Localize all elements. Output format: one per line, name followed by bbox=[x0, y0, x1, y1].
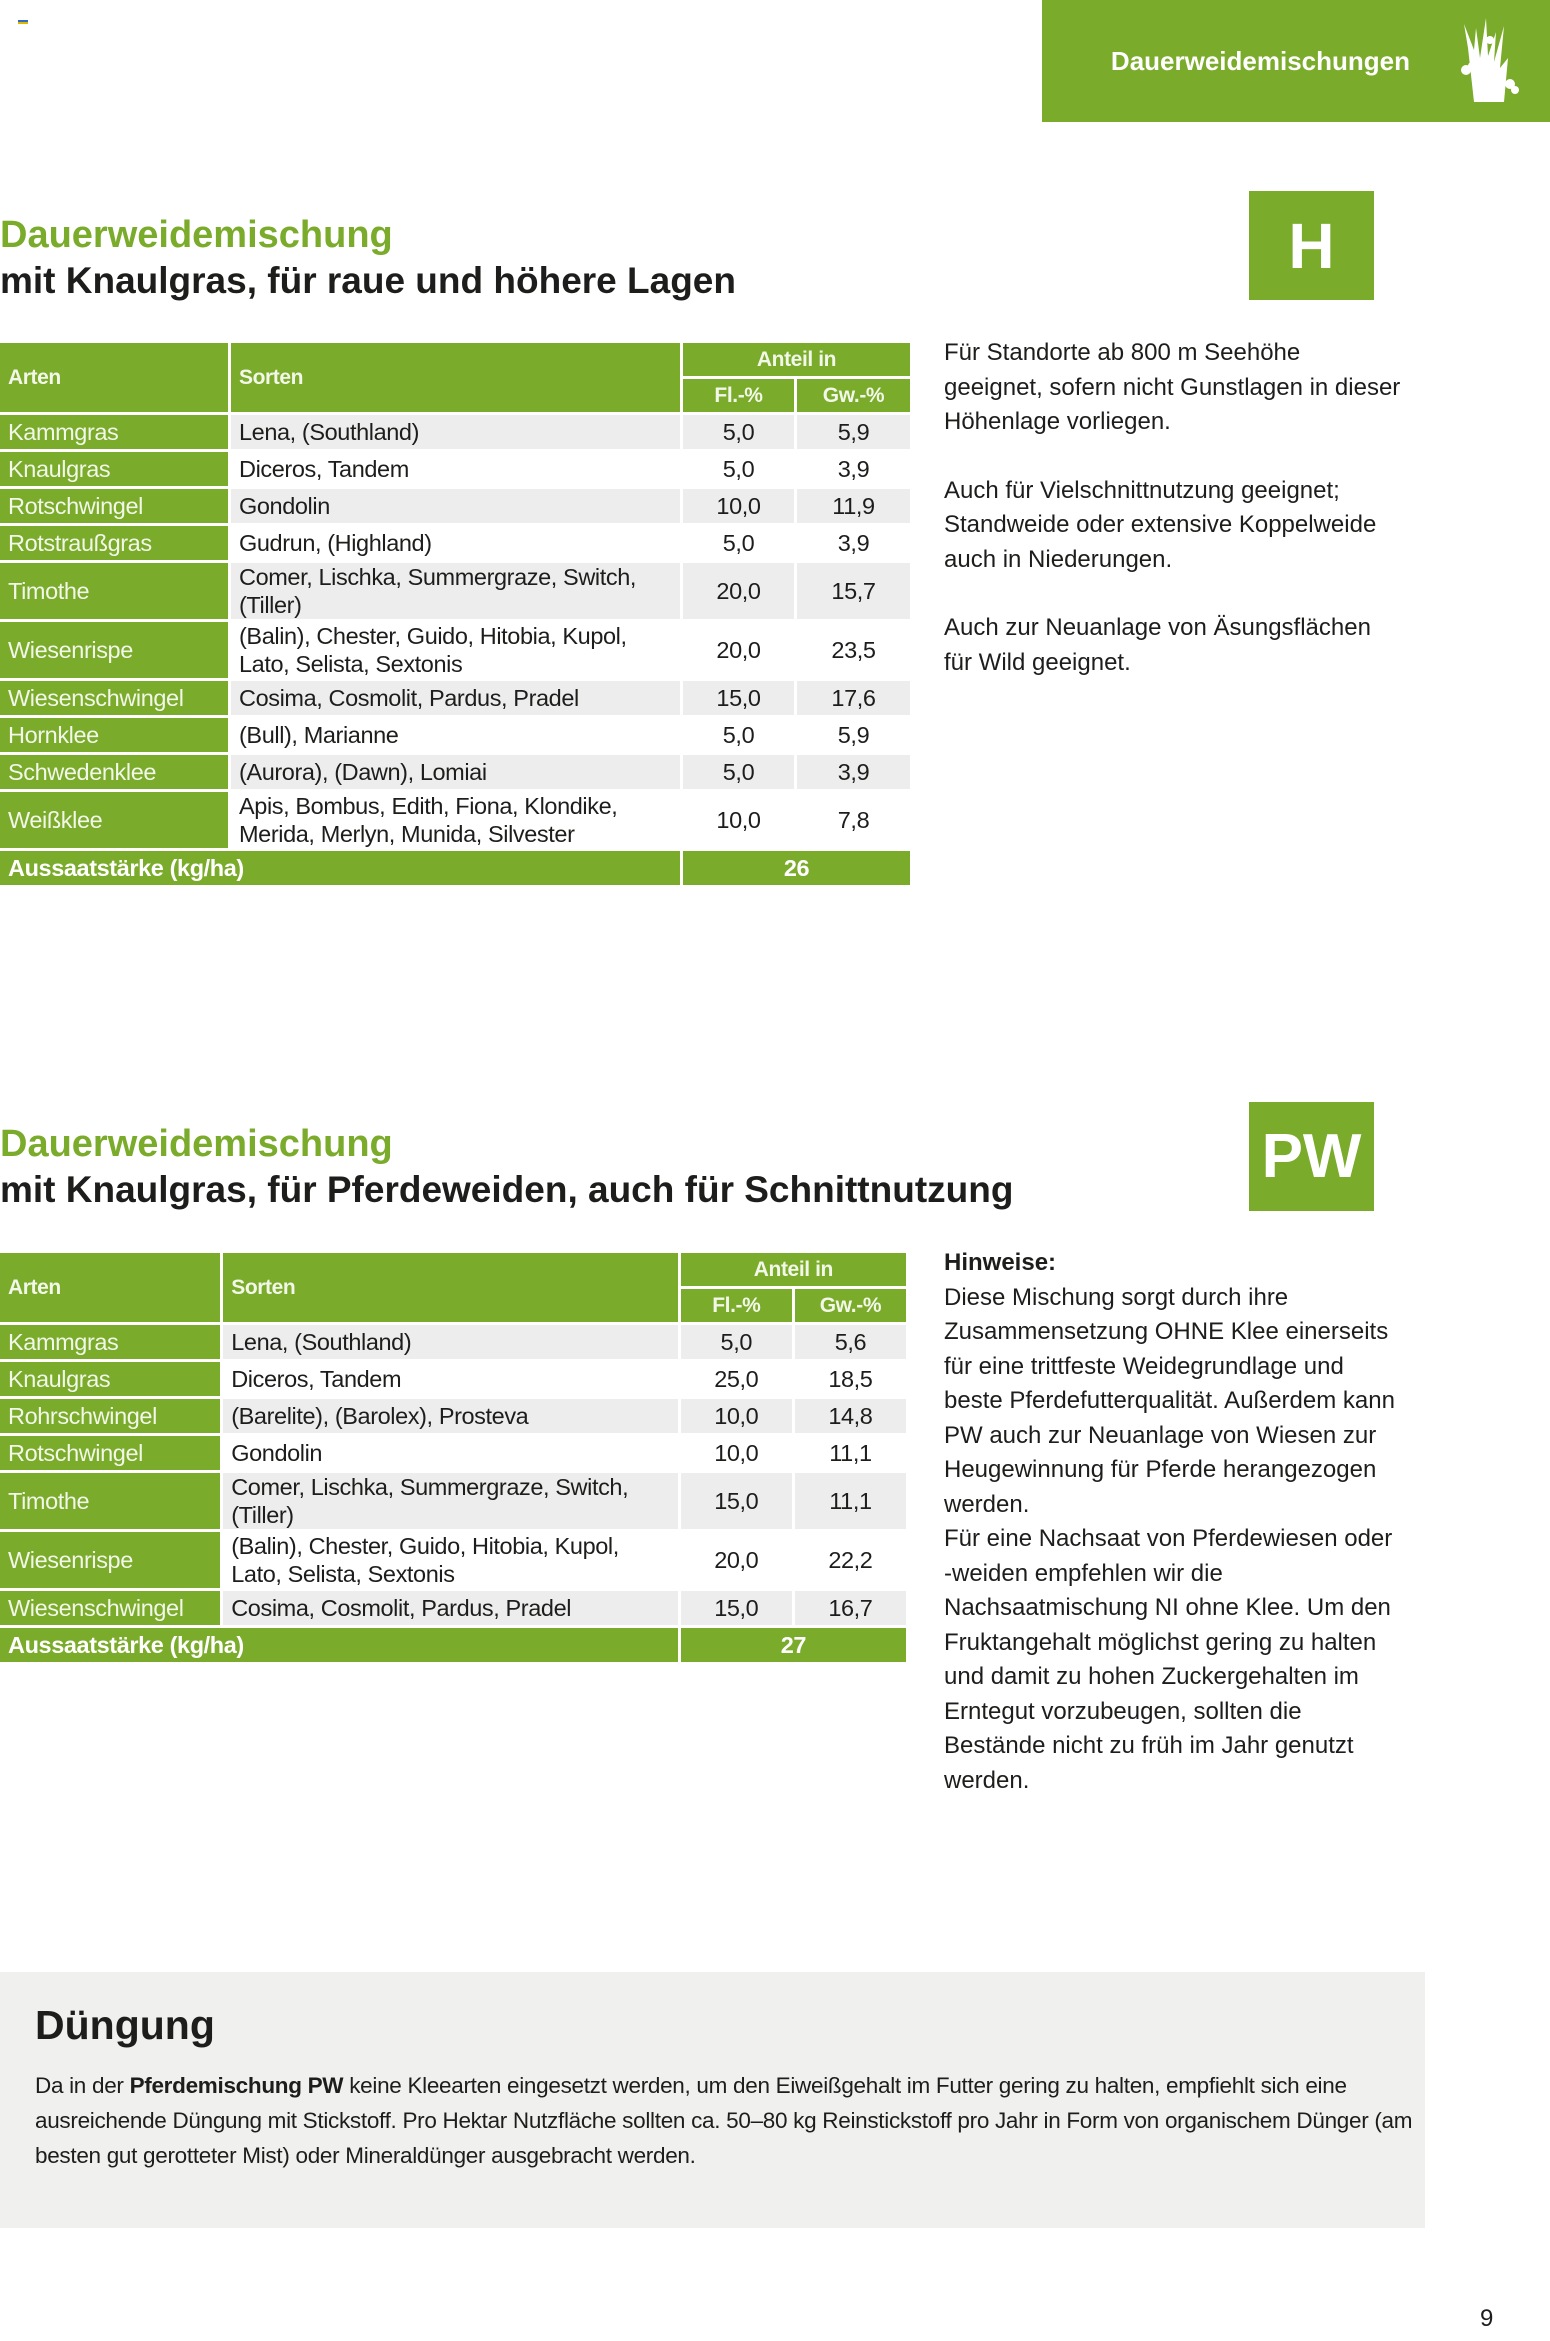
varieties-cell: Gondolin bbox=[231, 489, 680, 523]
species-cell: Timothe bbox=[0, 563, 228, 619]
total-row bbox=[0, 851, 910, 885]
title-line1: Dauerweidemischung bbox=[0, 1123, 393, 1165]
varieties-cell: (Barelite), (Barolex), Prosteva bbox=[223, 1399, 678, 1433]
species-cell: Schwedenklee bbox=[0, 755, 228, 789]
gw-percent-cell: 23,5 bbox=[797, 622, 910, 678]
table-row bbox=[0, 1532, 906, 1588]
column-header-fl: Fl.-% bbox=[683, 379, 794, 412]
table-row bbox=[0, 1436, 906, 1470]
gw-percent-cell: 3,9 bbox=[797, 526, 910, 560]
species-cell: Rotschwingel bbox=[0, 489, 228, 523]
duengung-box bbox=[0, 1972, 1425, 2228]
varieties-cell: Diceros, Tandem bbox=[223, 1362, 678, 1396]
varieties-cell: Cosima, Cosmolit, Pardus, Pradel bbox=[231, 681, 680, 715]
species-cell: Wiesenschwingel bbox=[0, 681, 228, 715]
varieties-cell: Gudrun, (Highland) bbox=[231, 526, 680, 560]
table-row bbox=[0, 1362, 906, 1396]
gw-percent-cell: 7,8 bbox=[797, 792, 910, 848]
species-cell: Wiesenschwingel bbox=[0, 1591, 220, 1625]
duengung-title: Düngung bbox=[35, 2002, 215, 2048]
fl-percent-cell: 5,0 bbox=[683, 718, 794, 752]
table-row bbox=[0, 1325, 906, 1359]
column-header-anteil: Anteil in bbox=[683, 343, 910, 376]
hints-title: Hinweise: bbox=[944, 1249, 1057, 1276]
varieties-cell: Comer, Lischka, Summergraze, Switch, (Tiller) bbox=[231, 563, 680, 619]
title-line2: mit Knaulgras, für Pferdeweiden, auch für Schnittnutzung bbox=[0, 1169, 1014, 1210]
species-cell: Rohrschwingel bbox=[0, 1399, 220, 1433]
species-cell: Knaulgras bbox=[0, 452, 228, 486]
fl-percent-cell: 5,0 bbox=[683, 755, 794, 789]
varieties-cell: Gondolin bbox=[223, 1436, 678, 1470]
fl-percent-cell: 25,0 bbox=[681, 1362, 792, 1396]
grass-clover-icon bbox=[1460, 18, 1520, 104]
note: Auch für Vielschnittnutzung geeignet; Standweide oder extensive Koppelweide auch in Niederungen. bbox=[944, 476, 1377, 573]
section-banner bbox=[1042, 0, 1550, 122]
table-row bbox=[0, 792, 910, 848]
species-cell: Rotstraußgras bbox=[0, 526, 228, 560]
gw-percent-cell: 5,6 bbox=[795, 1325, 906, 1359]
varieties-cell: (Balin), Chester, Guido, Hitobia, Kupol, Lato, Selista, Sextonis bbox=[231, 622, 680, 678]
mix-pw-hints bbox=[944, 1246, 1404, 1798]
column-header-arten: Arten bbox=[0, 1253, 220, 1322]
table-row bbox=[0, 415, 910, 449]
varieties-cell: (Bull), Marianne bbox=[231, 718, 680, 752]
column-header-sorten: Sorten bbox=[223, 1253, 678, 1322]
fl-percent-cell: 15,0 bbox=[683, 681, 794, 715]
gw-percent-cell: 16,7 bbox=[795, 1591, 906, 1625]
species-cell: Hornklee bbox=[0, 718, 228, 752]
column-header-anteil: Anteil in bbox=[681, 1253, 906, 1286]
table-row bbox=[0, 489, 910, 523]
table-row bbox=[0, 1591, 906, 1625]
gw-percent-cell: 15,7 bbox=[797, 563, 910, 619]
gw-percent-cell: 18,5 bbox=[795, 1362, 906, 1396]
varieties-cell: (Aurora), (Dawn), Lomiai bbox=[231, 755, 680, 789]
note: Auch zur Neuanlage von Äsungsflächen für Wild geeignet. bbox=[944, 614, 1371, 676]
mix-pw-table bbox=[0, 1250, 909, 1665]
seeding-rate-value: 26 bbox=[683, 851, 910, 885]
table-row bbox=[0, 1399, 906, 1433]
gw-percent-cell: 3,9 bbox=[797, 755, 910, 789]
text-part: keine Kleearten eingesetzt werden, um den Eiweißgehalt im Futter gering zu halten, empfiehlt sich eine ausreichende Düngung mit Stickstoff. Pro Hektar Nutzfläche sollten ca. 50–80 kg Reinstickstoff pro Jahr in Form von organischem Dünger (am besten gut gerotteter Mist) oder Mineraldünger ausgebracht werden. bbox=[35, 2073, 1413, 2168]
fl-percent-cell: 10,0 bbox=[683, 489, 794, 523]
species-cell: Weißklee bbox=[0, 792, 228, 848]
header-row bbox=[0, 1253, 906, 1286]
duengung-text bbox=[35, 2068, 1415, 2173]
fl-percent-cell: 10,0 bbox=[681, 1399, 792, 1433]
fl-percent-cell: 15,0 bbox=[681, 1473, 792, 1529]
gw-percent-cell: 5,9 bbox=[797, 718, 910, 752]
gw-percent-cell: 17,6 bbox=[797, 681, 910, 715]
species-cell: Kammgras bbox=[0, 1325, 220, 1359]
corner-mark bbox=[18, 20, 28, 24]
note: Für Standorte ab 800 m Seehöhe geeignet, sofern nicht Gunstlagen in dieser Höhenlage vorliegen. bbox=[944, 339, 1401, 435]
column-header-fl: Fl.-% bbox=[681, 1289, 792, 1322]
gw-percent-cell: 11,9 bbox=[797, 489, 910, 523]
species-cell: Wiesenrispe bbox=[0, 1532, 220, 1588]
mix-pw-title bbox=[0, 1121, 1013, 1213]
gw-percent-cell: 22,2 bbox=[795, 1532, 906, 1588]
total-row bbox=[0, 1628, 906, 1662]
species-cell: Kammgras bbox=[0, 415, 228, 449]
fl-percent-cell: 20,0 bbox=[683, 563, 794, 619]
seeding-rate-label: Aussaatstärke (kg/ha) bbox=[0, 851, 680, 885]
mix-h-notes bbox=[944, 336, 1404, 714]
species-cell: Rotschwingel bbox=[0, 1436, 220, 1470]
fl-percent-cell: 15,0 bbox=[681, 1591, 792, 1625]
column-header-gw: Gw.-% bbox=[795, 1289, 906, 1322]
gw-percent-cell: 5,9 bbox=[797, 415, 910, 449]
fl-percent-cell: 5,0 bbox=[683, 452, 794, 486]
varieties-cell: Diceros, Tandem bbox=[231, 452, 680, 486]
table-row bbox=[0, 526, 910, 560]
table-row bbox=[0, 622, 910, 678]
table-row bbox=[0, 718, 910, 752]
fl-percent-cell: 20,0 bbox=[683, 622, 794, 678]
table-row bbox=[0, 452, 910, 486]
column-header-sorten: Sorten bbox=[231, 343, 680, 412]
page-number: 9 bbox=[1480, 2305, 1494, 2332]
species-cell: Wiesenrispe bbox=[0, 622, 228, 678]
varieties-cell: Apis, Bombus, Edith, Fiona, Klondike, Merida, Merlyn, Munida, Silvester bbox=[231, 792, 680, 848]
fl-percent-cell: 5,0 bbox=[683, 415, 794, 449]
hints-text: Diese Mischung sorgt durch ihre Zusammensetzung OHNE Klee einerseits für eine trittfeste Weidegrundlage und beste Pferdefutterqualität. Außerdem kann PW auch zur Neuanlage von Wiesen zur Heugewinnung für Pferde herangezogen werden. bbox=[944, 1283, 1395, 1518]
table-row bbox=[0, 563, 910, 619]
gw-percent-cell: 11,1 bbox=[795, 1473, 906, 1529]
fl-percent-cell: 5,0 bbox=[683, 526, 794, 560]
header-row bbox=[0, 343, 910, 376]
species-cell: Timothe bbox=[0, 1473, 220, 1529]
section-title: Dauerweidemischungen bbox=[1110, 46, 1410, 76]
fl-percent-cell: 10,0 bbox=[681, 1436, 792, 1470]
fl-percent-cell: 5,0 bbox=[681, 1325, 792, 1359]
fl-percent-cell: 20,0 bbox=[681, 1532, 792, 1588]
varieties-cell: Lena, (Southland) bbox=[231, 415, 680, 449]
varieties-cell: Comer, Lischka, Summergraze, Switch, (Tiller) bbox=[223, 1473, 678, 1529]
varieties-cell: Cosima, Cosmolit, Pardus, Pradel bbox=[223, 1591, 678, 1625]
seeding-rate-label: Aussaatstärke (kg/ha) bbox=[0, 1628, 678, 1662]
mix-badge-h: H bbox=[1249, 191, 1374, 300]
gw-percent-cell: 14,8 bbox=[795, 1399, 906, 1433]
mix-h-table bbox=[0, 340, 913, 888]
table-row bbox=[0, 1473, 906, 1529]
column-header-gw: Gw.-% bbox=[797, 379, 910, 412]
gw-percent-cell: 3,9 bbox=[797, 452, 910, 486]
species-cell: Knaulgras bbox=[0, 1362, 220, 1396]
mix-badge-pw: PW bbox=[1249, 1102, 1374, 1211]
fl-percent-cell: 10,0 bbox=[683, 792, 794, 848]
column-header-arten: Arten bbox=[0, 343, 228, 412]
mix-h-title bbox=[0, 212, 736, 304]
varieties-cell: Lena, (Southland) bbox=[223, 1325, 678, 1359]
table-row bbox=[0, 681, 910, 715]
gw-percent-cell: 11,1 bbox=[795, 1436, 906, 1470]
text-bold: Pferdemischung PW bbox=[129, 2073, 344, 2098]
table-row bbox=[0, 755, 910, 789]
varieties-cell: (Balin), Chester, Guido, Hitobia, Kupol, Lato, Selista, Sextonis bbox=[223, 1532, 678, 1588]
seeding-rate-value: 27 bbox=[681, 1628, 906, 1662]
title-line1: Dauerweidemischung bbox=[0, 214, 393, 256]
hints-text-2: Für eine Nachsaat von Pferdewiesen oder -weiden empfehlen wir die Nachsaatmischung NI ohne Klee. Um den Fruktangehalt möglichst gering zu halten und damit zu hohen Zuckergehalten im Erntegut vorzubeugen, sollten die Bestände nicht zu früh im Jahr genutzt werden. bbox=[944, 1525, 1393, 1794]
title-line2: mit Knaulgras, für raue und höhere Lagen bbox=[0, 260, 736, 301]
text-part: Da in der bbox=[35, 2073, 130, 2098]
